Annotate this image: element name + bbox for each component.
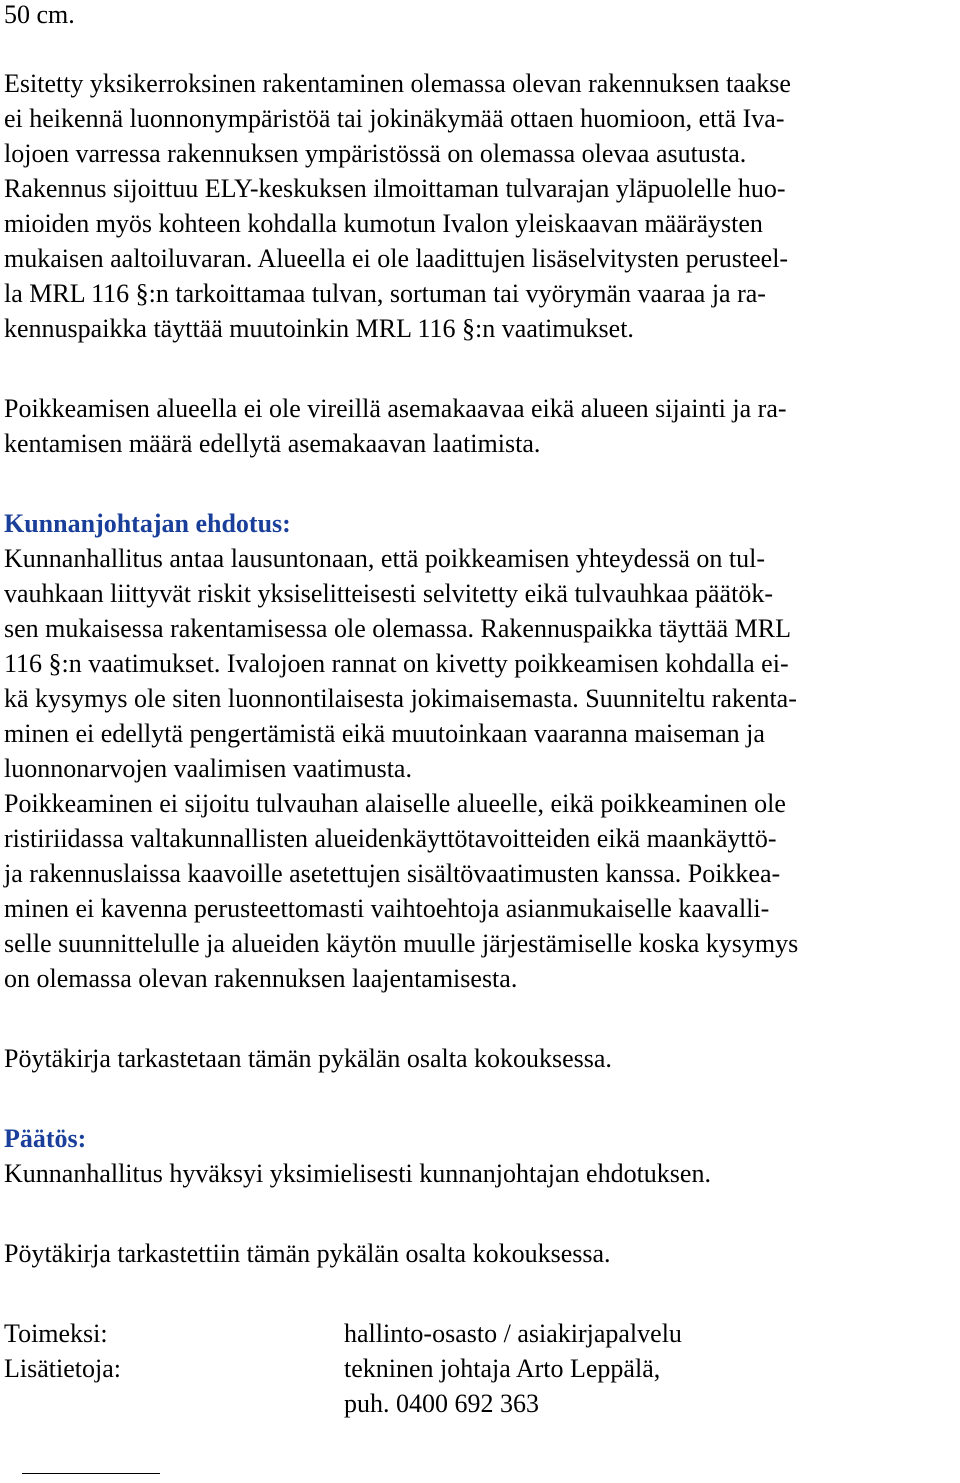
- paragraph2-line: Poikkeamisen alueella ei ole vireillä asemakaavaa eikä alueen sijainti ja ra-: [4, 394, 787, 423]
- decision-heading: Päätös:: [4, 1124, 87, 1153]
- info-value-line1: tekninen johtaja Arto Leppälä,: [344, 1354, 661, 1383]
- proposal-line: selle suunnittelulle ja alueiden käytön muulle järjestämiselle koska kysymys: [4, 929, 799, 958]
- paragraph2-line: kentamisen määrä edellytä asemakaavan laatimista.: [4, 429, 541, 458]
- paragraph1-line: la MRL 116 §:n tarkoittamaa tulvan, sortuman tai vyörymän vaaraa ja ra-: [4, 279, 766, 308]
- review-proposal: Pöytäkirja tarkastetaan tämän pykälän osalta kokouksessa.: [4, 1044, 612, 1073]
- proposal-line: sen mukaisessa rakentamisessa ole olemassa. Rakennuspaikka täyttää MRL: [4, 614, 792, 643]
- info-label: Lisätietoja:: [4, 1354, 121, 1383]
- continued-fragment: 50 cm.: [4, 0, 75, 29]
- proposal-line: ristiriidassa valtakunnallisten alueidenkäyttötavoitteiden eikä maankäyttö-: [4, 824, 777, 853]
- proposal-line: Poikkeaminen ei sijoitu tulvauhan alaiselle alueelle, eikä poikkeaminen ole: [4, 789, 786, 818]
- proposal-heading: Kunnanjohtajan ehdotus:: [4, 509, 291, 538]
- proposal-line: minen ei edellytä pengertämistä eikä muutoinkaan vaaranna maiseman ja: [4, 719, 765, 748]
- paragraph1-line: ei heikennä luonnonympäristöä tai jokinäkymää ottaen huomioon, että Iva-: [4, 104, 785, 133]
- proposal-line: on olemassa olevan rakennuksen laajentamisesta.: [4, 964, 518, 993]
- proposal-line: Kunnanhallitus antaa lausuntonaan, että poikkeamisen yhteydessä on tul-: [4, 544, 766, 573]
- proposal-line: kä kysymys ole siten luonnontilaisesta jokimaisemasta. Suunniteltu rakenta-: [4, 684, 797, 713]
- paragraph1-line: mioiden myös kohteen kohdalla kumotun Ivalon yleiskaavan määräysten: [4, 209, 763, 238]
- paragraph1-line: mukaisen aaltoiluvaran. Alueella ei ole laadittujen lisäselvitysten perusteel-: [4, 244, 789, 273]
- info-value-line2: puh. 0400 692 363: [344, 1389, 539, 1418]
- actions-label: Toimeksi:: [4, 1319, 108, 1348]
- proposal-line: ja rakennuslaissa kaavoille asetettujen sisältövaatimusten kanssa. Poikkea-: [4, 859, 781, 888]
- proposal-line: 116 §:n vaatimukset. Ivalojoen rannat on kivetty poikkeamisen kohdalla ei-: [4, 649, 789, 678]
- paragraph1-line: kennuspaikka täyttää muutoinkin MRL 116 §:n vaatimukset.: [4, 314, 634, 343]
- proposal-line: vauhkaan liittyvät riskit yksiselitteisesti selvitetty eikä tulvauhkaa päätök-: [4, 579, 773, 608]
- proposal-line: luonnonarvojen vaalimisen vaatimusta.: [4, 754, 412, 783]
- paragraph1-line: Esitetty yksikerroksinen rakentaminen olemassa olevan rakennuksen taakse: [4, 69, 791, 98]
- decision-text: Kunnanhallitus hyväksyi yksimielisesti kunnanjohtajan ehdotuksen.: [4, 1159, 711, 1188]
- actions-value: hallinto-osasto / asiakirjapalvelu: [344, 1319, 682, 1348]
- paragraph1-line: Rakennus sijoittuu ELY-keskuksen ilmoittaman tulvarajan yläpuolelle huo-: [4, 174, 786, 203]
- paragraph1-line: lojoen varressa rakennuksen ympäristössä on olemassa olevaa asutusta.: [4, 139, 747, 168]
- footnote-divider: [22, 1473, 160, 1474]
- review-done: Pöytäkirja tarkastettiin tämän pykälän osalta kokouksessa.: [4, 1239, 611, 1268]
- proposal-line: minen ei kavenna perusteettomasti vaihtoehtoja asianmukaiselle kaavalli-: [4, 894, 770, 923]
